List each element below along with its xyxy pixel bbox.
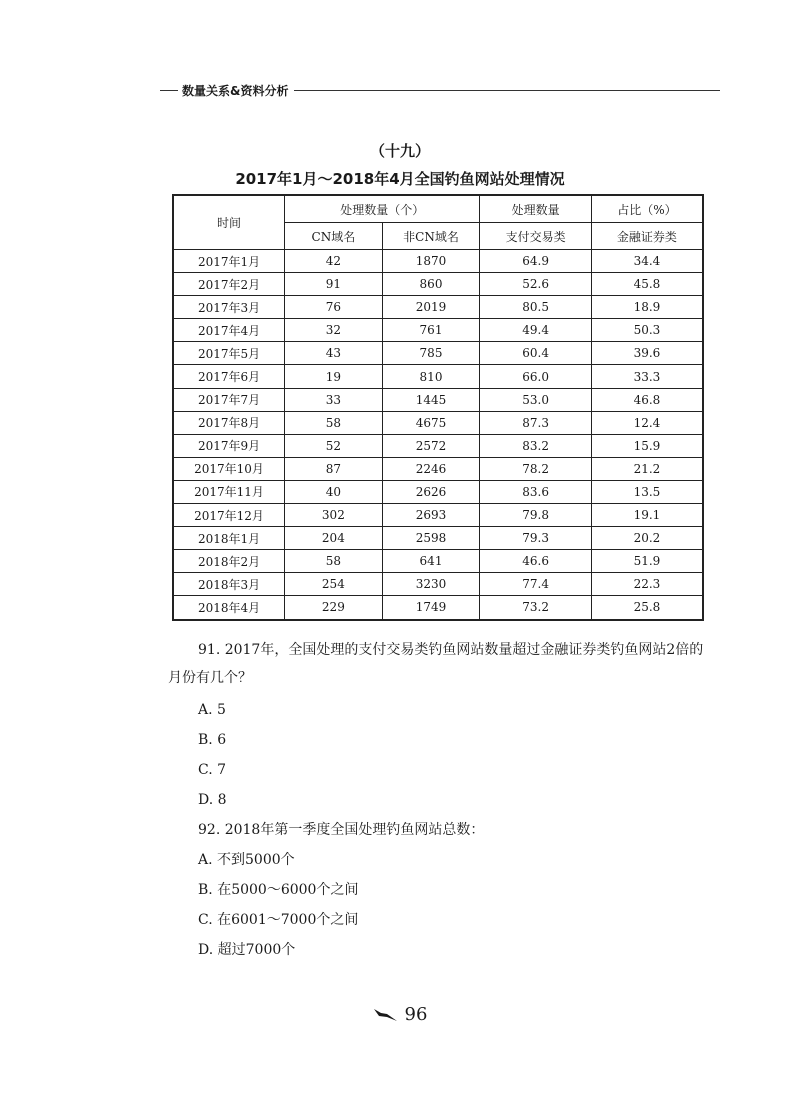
cell-non-cn-count: 2693 bbox=[382, 504, 480, 527]
cell-non-cn-count: 2598 bbox=[382, 527, 480, 550]
cell-cn-count: 33 bbox=[285, 388, 383, 411]
question-92-option-a: A. 不到5000个 bbox=[198, 852, 295, 868]
table-row bbox=[173, 527, 703, 550]
cell-cn-count: 87 bbox=[285, 457, 383, 480]
header-label: 数量关系&资料分析 bbox=[182, 83, 289, 98]
question-91-stem: 91. 2017年，全国处理的支付交易类钓鱼网站数量超过金融证券类钓鱼网站2倍的月份有几个？ bbox=[168, 642, 704, 686]
cell-payment-share: 66.0 bbox=[480, 365, 592, 388]
cell-month: 2018年1月 bbox=[173, 527, 285, 550]
cell-non-cn-count: 2626 bbox=[382, 480, 480, 503]
cell-month: 2018年4月 bbox=[173, 596, 285, 620]
header-count-group: 处理数量（个） bbox=[285, 195, 480, 223]
question-91-option-d: D. 8 bbox=[198, 792, 227, 808]
cell-non-cn-count: 1870 bbox=[382, 250, 480, 273]
cell-payment-share: 83.2 bbox=[480, 434, 592, 457]
cell-payment-share: 64.9 bbox=[480, 250, 592, 273]
cell-payment-share: 83.6 bbox=[480, 480, 592, 503]
question-91-option-c: C. 7 bbox=[198, 762, 227, 778]
cell-payment-share: 79.8 bbox=[480, 504, 592, 527]
cell-non-cn-count: 1749 bbox=[382, 596, 480, 620]
cell-cn-count: 91 bbox=[285, 273, 383, 296]
running-header bbox=[160, 80, 720, 100]
cell-month: 2017年9月 bbox=[173, 434, 285, 457]
table-row bbox=[173, 457, 703, 480]
table-row bbox=[173, 273, 703, 296]
cell-finance-share: 33.3 bbox=[591, 365, 703, 388]
cell-cn-count: 204 bbox=[285, 527, 383, 550]
cell-cn-count: 58 bbox=[285, 411, 383, 434]
cell-payment-share: 73.2 bbox=[480, 596, 592, 620]
question-92-option-c: C. 在6001～7000个之间 bbox=[198, 912, 359, 928]
cell-non-cn-count: 1445 bbox=[382, 388, 480, 411]
table-row bbox=[173, 250, 703, 273]
cell-payment-share: 46.6 bbox=[480, 550, 592, 573]
cell-month: 2017年2月 bbox=[173, 273, 285, 296]
table-row bbox=[173, 388, 703, 411]
header-payment: 支付交易类 bbox=[480, 223, 592, 250]
cell-cn-count: 76 bbox=[285, 296, 383, 319]
header-dash bbox=[160, 90, 178, 91]
cell-payment-share: 49.4 bbox=[480, 319, 592, 342]
question-92-stem: 92. 2018年第一季度全国处理钓鱼网站总数： bbox=[198, 822, 485, 838]
cell-payment-share: 78.2 bbox=[480, 457, 592, 480]
cell-finance-share: 21.2 bbox=[591, 457, 703, 480]
cell-finance-share: 18.9 bbox=[591, 296, 703, 319]
cell-month: 2017年4月 bbox=[173, 319, 285, 342]
cell-month: 2017年12月 bbox=[173, 504, 285, 527]
page-footer bbox=[0, 1004, 800, 1025]
cell-payment-share: 79.3 bbox=[480, 527, 592, 550]
cell-cn-count: 32 bbox=[285, 319, 383, 342]
cell-non-cn-count: 2572 bbox=[382, 434, 480, 457]
cell-finance-share: 15.9 bbox=[591, 434, 703, 457]
section-number: （十九） bbox=[369, 142, 430, 160]
table-row bbox=[173, 434, 703, 457]
table-row bbox=[173, 365, 703, 388]
cell-month: 2017年11月 bbox=[173, 480, 285, 503]
cell-non-cn-count: 641 bbox=[382, 550, 480, 573]
cell-finance-share: 45.8 bbox=[591, 273, 703, 296]
table-row bbox=[173, 342, 703, 365]
question-92-option-b: B. 在5000～6000个之间 bbox=[198, 882, 359, 898]
table-row bbox=[173, 573, 703, 596]
cell-finance-share: 13.5 bbox=[591, 480, 703, 503]
cell-cn-count: 40 bbox=[285, 480, 383, 503]
question-92-option-d: D. 超过7000个 bbox=[198, 942, 296, 958]
cell-finance-share: 50.3 bbox=[591, 319, 703, 342]
cell-finance-share: 22.3 bbox=[591, 573, 703, 596]
table-row bbox=[173, 480, 703, 503]
cell-finance-share: 19.1 bbox=[591, 504, 703, 527]
cell-month: 2017年8月 bbox=[173, 411, 285, 434]
question-91-option-b: B. 6 bbox=[198, 732, 227, 748]
header-share-group: 占比（%） bbox=[591, 195, 703, 223]
cell-cn-count: 58 bbox=[285, 550, 383, 573]
table-row bbox=[173, 411, 703, 434]
table-row bbox=[173, 596, 703, 620]
cell-cn-count: 52 bbox=[285, 434, 383, 457]
cell-finance-share: 25.8 bbox=[591, 596, 703, 620]
cell-cn-count: 302 bbox=[285, 504, 383, 527]
cell-month: 2017年5月 bbox=[173, 342, 285, 365]
header-count-label: 处理数量 bbox=[480, 195, 592, 223]
cell-finance-share: 46.8 bbox=[591, 388, 703, 411]
cell-payment-share: 53.0 bbox=[480, 388, 592, 411]
cell-non-cn-count: 3230 bbox=[382, 573, 480, 596]
header-rule bbox=[294, 90, 720, 91]
cell-month: 2017年10月 bbox=[173, 457, 285, 480]
table-row bbox=[173, 550, 703, 573]
cell-payment-share: 80.5 bbox=[480, 296, 592, 319]
cell-month: 2017年3月 bbox=[173, 296, 285, 319]
cell-finance-share: 39.6 bbox=[591, 342, 703, 365]
cell-non-cn-count: 4675 bbox=[382, 411, 480, 434]
cell-finance-share: 34.4 bbox=[591, 250, 703, 273]
table-row bbox=[173, 296, 703, 319]
page-number: 96 bbox=[404, 1004, 428, 1025]
header-non-cn: 非CN域名 bbox=[382, 223, 480, 250]
cell-cn-count: 254 bbox=[285, 573, 383, 596]
cell-payment-share: 77.4 bbox=[480, 573, 592, 596]
cell-month: 2017年7月 bbox=[173, 388, 285, 411]
cell-payment-share: 60.4 bbox=[480, 342, 592, 365]
cell-non-cn-count: 761 bbox=[382, 319, 480, 342]
cell-payment-share: 87.3 bbox=[480, 411, 592, 434]
cell-finance-share: 51.9 bbox=[591, 550, 703, 573]
cell-month: 2017年1月 bbox=[173, 250, 285, 273]
phishing-data-table bbox=[172, 194, 704, 621]
cell-cn-count: 19 bbox=[285, 365, 383, 388]
cell-payment-share: 52.6 bbox=[480, 273, 592, 296]
cell-month: 2018年3月 bbox=[173, 573, 285, 596]
cell-non-cn-count: 810 bbox=[382, 365, 480, 388]
table-title: 2017年1月～2018年4月全国钓鱼网站处理情况 bbox=[235, 170, 565, 188]
cell-non-cn-count: 2019 bbox=[382, 296, 480, 319]
header-finance: 金融证券类 bbox=[591, 223, 703, 250]
cell-non-cn-count: 860 bbox=[382, 273, 480, 296]
quill-icon bbox=[373, 1007, 399, 1023]
cell-cn-count: 42 bbox=[285, 250, 383, 273]
cell-non-cn-count: 785 bbox=[382, 342, 480, 365]
cell-cn-count: 43 bbox=[285, 342, 383, 365]
table-row bbox=[173, 504, 703, 527]
cell-month: 2017年6月 bbox=[173, 365, 285, 388]
cell-month: 2018年2月 bbox=[173, 550, 285, 573]
cell-finance-share: 12.4 bbox=[591, 411, 703, 434]
question-91-option-a: A. 5 bbox=[198, 702, 226, 718]
cell-cn-count: 229 bbox=[285, 596, 383, 620]
cell-finance-share: 20.2 bbox=[591, 527, 703, 550]
table-row bbox=[173, 319, 703, 342]
header-time: 时间 bbox=[173, 195, 285, 250]
header-cn: CN域名 bbox=[285, 223, 383, 250]
cell-non-cn-count: 2246 bbox=[382, 457, 480, 480]
